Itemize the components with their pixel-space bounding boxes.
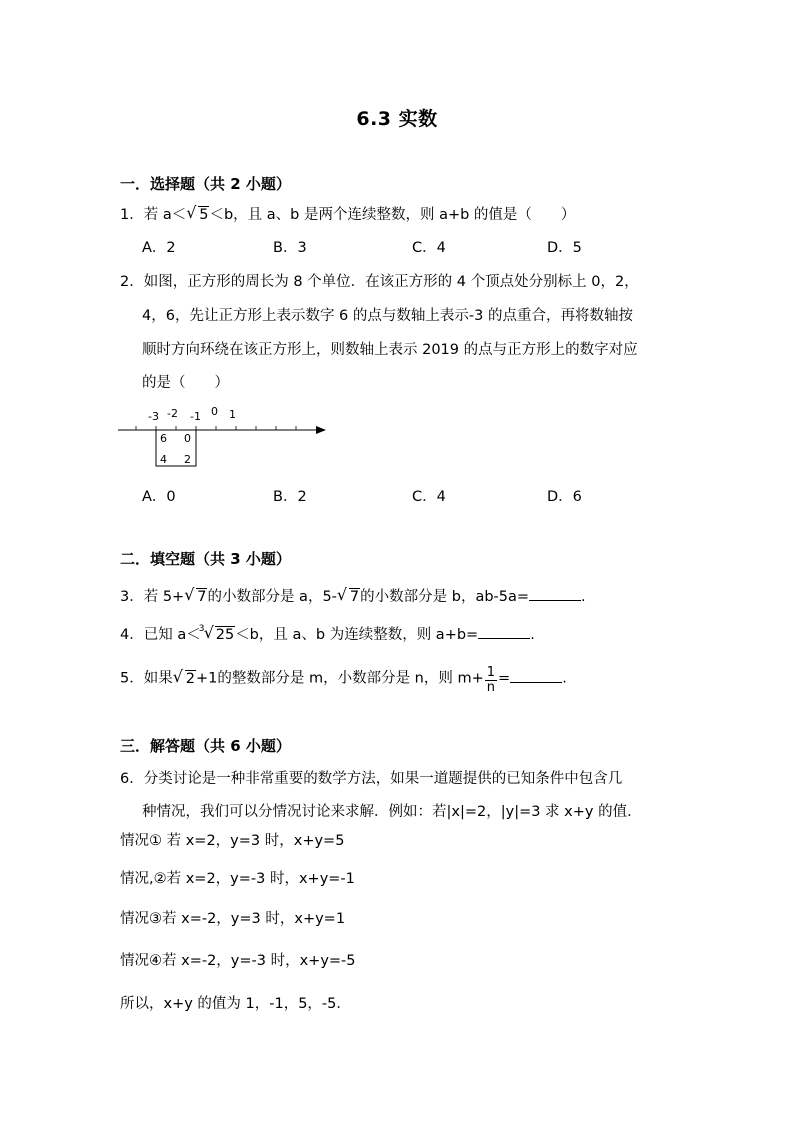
square-label: 4 [160, 453, 167, 466]
q6-case-3: 情况③若 x=-2，y=3 时，x+y=1 [120, 911, 346, 927]
q2-line-1: 2．如图，正方形的周长为 8 个单位．在该正方形的 4 个顶点处分别标上 0，2， [120, 274, 639, 290]
q4-radicand: 25 [215, 627, 235, 643]
square-label: 2 [184, 453, 191, 466]
q4-text-post: ＜b，且 a、b 为连续整数，则 a+b= [235, 627, 479, 643]
section-header-answer: 三．解答题（共 6 小题） [120, 737, 291, 755]
question-1 [120, 204, 575, 226]
fraction [485, 666, 497, 695]
square-label: 6 [160, 432, 167, 445]
q3-radicand-2: 7 [349, 589, 360, 605]
question-3 [120, 586, 586, 608]
q4-root-index: 3 [198, 624, 205, 634]
q4-text-pre: 4．已知 a＜ [120, 627, 201, 643]
fraction-denominator: n [486, 680, 496, 695]
q3-text-mid: 的小数部分是 a，5- [207, 589, 337, 605]
q1-radicand: 5 [199, 207, 209, 223]
answer-blank[interactable] [510, 668, 562, 683]
square-label: 0 [184, 432, 191, 445]
q1-option-c: C．4 [412, 240, 446, 256]
tick-label: -2 [167, 407, 178, 420]
question-5 [120, 664, 567, 693]
q5-radicand: 2 [185, 670, 195, 687]
q5-text-end: . [562, 670, 567, 687]
q2-line-3: 顺时方向环绕在该正方形上，则数轴上表示 2019 的点与正方形上的数字对应 [142, 342, 638, 358]
tick-label: -1 [190, 410, 201, 423]
section-header-choice: 一．选择题（共 2 小题） [120, 175, 291, 193]
sqrt-expression: √ 7 [184, 585, 207, 605]
cube-root-expression: 3 √ 25 [201, 624, 235, 646]
q3-text-pre: 3．若 5+ [120, 589, 185, 605]
q2-option-b: B．2 [273, 489, 307, 505]
q3-radicand-1: 7 [197, 589, 207, 605]
q1-option-d: D．5 [547, 240, 582, 256]
q6-conclusion: 所以，x+y 的值为 1，-1，5，-5． [120, 996, 351, 1012]
q2-line-2: 4，6，先让正方形上表示数字 6 的点与数轴上表示-3 的点重合，再将数轴按 [142, 308, 633, 324]
section-header-fill: 二．填空题（共 3 小题） [120, 550, 291, 568]
sqrt-expression: √ 2 [172, 666, 195, 687]
q4-text-end: . [530, 627, 535, 643]
q2-option-d: D．6 [547, 489, 582, 505]
q6-case-4: 情况④若 x=-2，y=-3 时，x+y=-5 [120, 953, 356, 969]
q1-option-a: A．2 [142, 240, 176, 256]
q6-case-1: 情况① 若 x=2，y=3 时，x+y=5 [120, 833, 345, 849]
q6-line-1: 6．分类讨论是一种非常重要的数学方法，如果一道题提供的已知条件中包含几 [120, 771, 623, 787]
tick-label: 1 [229, 408, 236, 421]
q2-line-4: 的是（ ） [142, 375, 229, 391]
answer-blank[interactable] [478, 624, 530, 639]
q5-text-post: = [498, 670, 511, 687]
q5-text-mid: +1的整数部分是 m，小数部分是 n，则 m+ [195, 670, 484, 687]
page-title: 6.3 实数 [356, 108, 438, 130]
q6-line-2: 种情况，我们可以分情况讨论来求解．例如：若|x|=2，|y|=3 求 x+y 的值． [142, 804, 642, 820]
q3-text-end: . [581, 589, 586, 605]
number-line-figure [114, 400, 334, 472]
question-4 [120, 624, 535, 646]
sqrt-expression: √ 5 [186, 203, 209, 223]
q5-text-pre: 5．如果 [120, 670, 173, 687]
q1-text-post: ＜b，且 a、b 是两个连续整数，则 a+b 的值是（ ） [209, 207, 576, 223]
tick-label: 0 [211, 405, 218, 418]
q3-text-post: 的小数部分是 b，ab-5a= [360, 589, 530, 605]
q6-case-2: 情况,②若 x=2，y=-3 时，x+y=-1 [120, 871, 355, 887]
tick-label: -3 [148, 410, 159, 423]
q2-option-c: C．4 [412, 489, 446, 505]
q1-option-b: B．3 [273, 240, 307, 256]
fraction-numerator: 1 [486, 665, 496, 680]
answer-blank[interactable] [529, 586, 581, 601]
q1-text-pre: 1．若 a＜ [120, 207, 187, 223]
q2-option-a: A．0 [142, 489, 176, 505]
sqrt-expression: √ 7 [336, 585, 360, 605]
axis-arrow-icon [316, 426, 326, 434]
